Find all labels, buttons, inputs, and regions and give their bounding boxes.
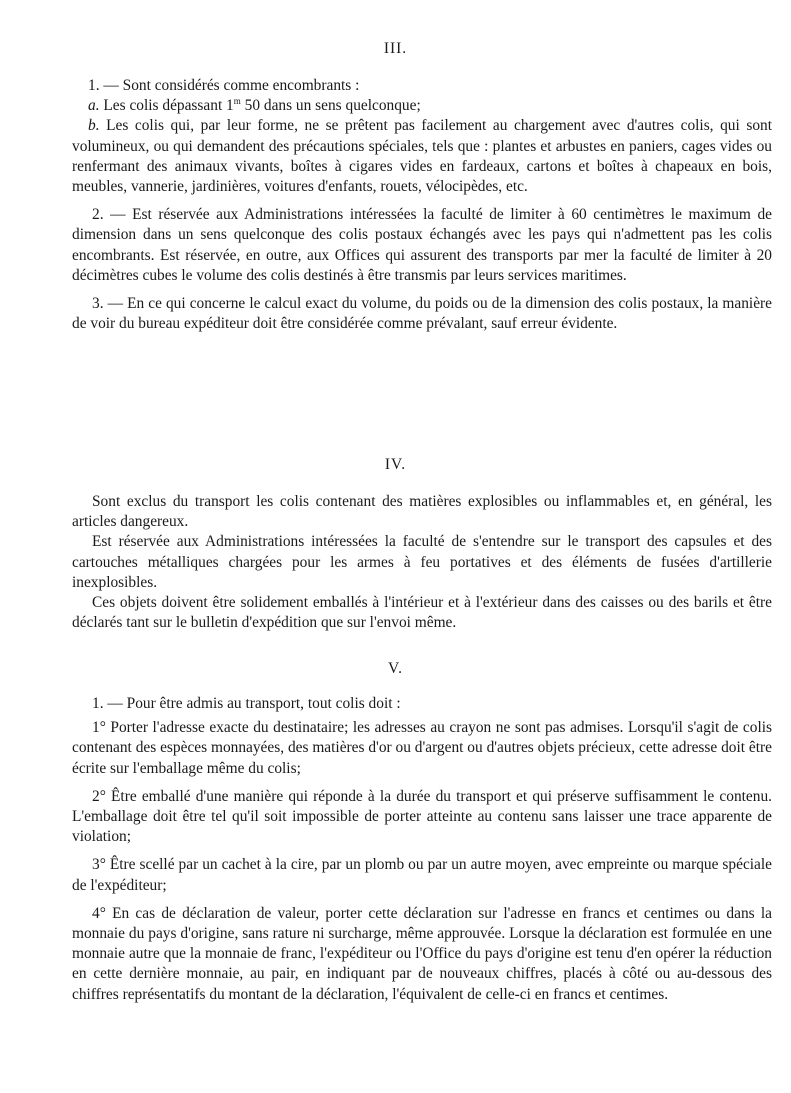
section-heading-iii: III. xyxy=(383,40,408,57)
item-v-4: 4° En cas de déclaration de valeur, porter cette déclaration sur l'adresse en francs et centimes ou dans la monnaie du pays d'origine, sans rature ni surcharge, même approuvée. Lorsque la déclaration est formulée en une monnaie autre que la monnaie de franc, l'expéditeur ou l'Office du pays d'origine est tenu d'en opérer la réduction en cette dernière monnaie, au pair, en indiquant par de nouveaux chiffres, placés à côté ou au-dessous des chiffres représentatifs du montant de la déclaration, l'équivalent de celle-ci en francs et centimes. xyxy=(72,904,772,1003)
section-heading-v: V. xyxy=(387,660,404,677)
paragraph-iii-b xyxy=(72,116,772,197)
paragraph-iii-3: 3. — En ce qui concerne le calcul exact du volume, du poids ou de la dimension des colis postaux, la manière de voir du bureau expéditeur doit être considérée comme prévalant, sauf erreur évidente. xyxy=(72,295,772,333)
item-a-superscript: m xyxy=(233,96,241,107)
paragraph-iii-a xyxy=(72,96,772,116)
paragraph-iv-2: Est réservée aux Administrations intéressées la faculté de s'entendre sur le transport des capsules et des cartouches métalliques chargées pour les armes à feu portatives et des éléments de fusées d'artillerie inexplosibles. xyxy=(72,533,772,591)
item-letter-b: b. xyxy=(88,117,100,135)
item-v-1: 1° Porter l'adresse exacte du destinataire; les adresses au crayon ne sont pas admises. Lorsqu'il s'agit de colis contenant des espèces monnayées, des matières d'or ou d'argent ou d'autres objets précieux, cette adresse doit être écrite sur l'emballage même du colis; xyxy=(72,719,772,777)
item-a-text-end: 50 dans un sens quelconque; xyxy=(240,97,421,115)
section-iv-body xyxy=(72,492,772,633)
item-b-text: Les colis qui, par leur forme, ne se prêtent pas facilement au chargement avec d'autres colis, qui sont volumineux, ou qui demandent des précautions spéciales, tels que : plantes et arbustes en paniers, cages vides ou renfermant des animaux vivants, boîtes à cigares vides en fardeaux, cartons et boîtes à chapeaux en bois, meubles, vannerie, jardinières, voitures d'enfants, rouets, vélocipèdes, etc. xyxy=(72,117,772,196)
section-v-body xyxy=(72,694,772,1005)
item-a-text-start: Les colis dépassant 1 xyxy=(99,97,234,115)
item-v-2: 2° Être emballé d'une manière qui réponde à la durée du transport et qui préserve suffisamment le contenu. L'emballage doit être tel qu'il soit impossible de porter atteinte au contenu sans laisser une trace apparente de violation; xyxy=(72,787,772,846)
paragraph-iii-1: 1. — Sont considérés comme encombrants : xyxy=(88,77,360,94)
paragraph-iii-2: 2. — Est réservée aux Administrations intéressées la faculté de limiter à 60 centimètres le maximum de dimension dans un sens quelconque des colis postaux échangés avec les pays qui n'admettent pas les colis encombrants. Est réservée, en outre, aux Offices qui assurent des transports par mer la faculté de limiter à 20 décimètres cubes le volume des colis destinés à être transmis par leurs services maritimes. xyxy=(72,206,772,284)
item-v-3: 3° Être scellé par un cachet à la cire, par un plomb ou par un autre moyen, avec empreinte ou marque spéciale de l'expéditeur; xyxy=(72,856,772,894)
paragraph-iv-3: Ces objets doivent être solidement emballés à l'intérieur et à l'extérieur dans des caisses ou des barils et être déclarés tant sur le bulletin d'expédition que sur l'envoi même. xyxy=(72,594,772,632)
section-heading-iv: IV. xyxy=(384,456,407,473)
section-iii-body xyxy=(72,76,772,334)
paragraph-v-1: 1. — Pour être admis au transport, tout colis doit : xyxy=(92,695,401,712)
item-letter-a: a. xyxy=(88,97,100,115)
paragraph-iv-1: Sont exclus du transport les colis contenant des matières explosibles ou inflammables et, en général, les articles dangereux. xyxy=(72,493,772,531)
